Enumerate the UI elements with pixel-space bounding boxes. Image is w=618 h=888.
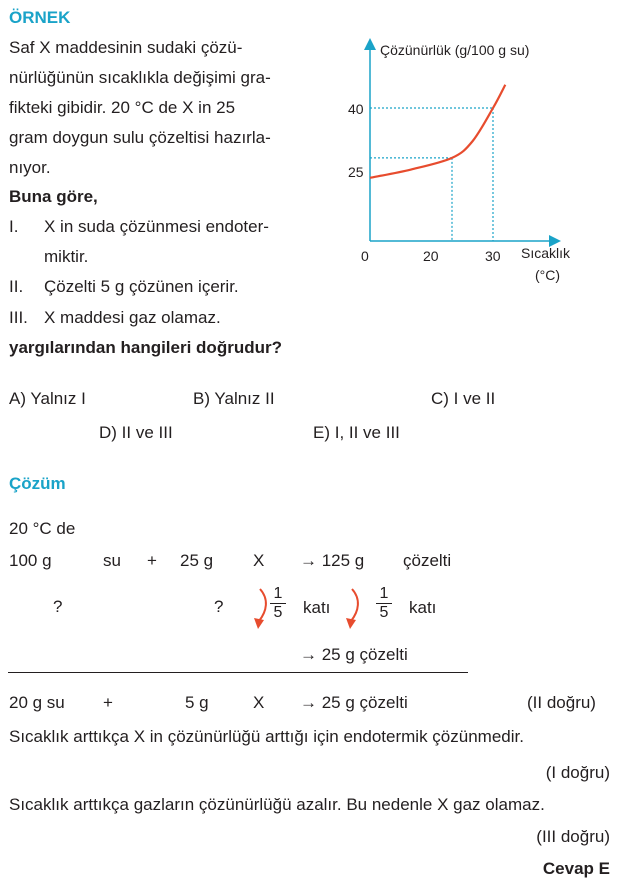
statement-1-cont: miktir. [44, 247, 89, 266]
choice-b[interactable]: B) Yalnız II [193, 389, 275, 408]
x-axis-label: Sıcaklık [521, 245, 571, 261]
eq3-plus: + [103, 693, 113, 712]
solution-condition: 20 °C de [9, 519, 76, 538]
question-prompt: yargılarından hangileri doğrudur? [9, 338, 282, 357]
tag-iii-correct: (III doğru) [536, 827, 610, 846]
question-line-4: gram doygun sulu çözeltisi hazırla- [9, 128, 271, 147]
unknown-x: ? [214, 597, 224, 616]
buna-gore: Buna göre, [9, 187, 98, 206]
eq3-result: → 25 g çözelti [300, 693, 408, 712]
question-line-2: nürlüğünün sıcaklıkla değişimi gra- [9, 68, 271, 87]
choice-a[interactable]: A) Yalnız I [9, 389, 86, 408]
y-axis-label: Çözünürlük (g/100 g su) [380, 42, 530, 58]
fraction-denominator: 5 [379, 604, 389, 621]
x-tick-30: 30 [485, 248, 501, 264]
fraction-1-5-left [268, 585, 288, 622]
choice-e[interactable]: E) I, II ve III [313, 423, 400, 442]
solubility-chart [345, 36, 615, 286]
arrow-left-icon [259, 589, 266, 621]
eq3-water: 20 g su [9, 693, 65, 712]
statement-3-text: X maddesi gaz olamaz. [44, 308, 221, 327]
fraction-1-5-right [374, 585, 394, 622]
eq1-mass-water: 100 g [9, 551, 52, 570]
tag-ii-correct: (II doğru) [527, 693, 596, 712]
statement-2-text: Çözelti 5 g çözünen içerir. [44, 277, 239, 296]
solution-title: Çözüm [9, 474, 66, 493]
solubility-curve [370, 85, 505, 178]
fraction-denominator: 5 [273, 604, 283, 621]
unknown-water: ? [53, 597, 63, 616]
eq3-mass-x: 5 g [185, 693, 209, 712]
statement-1-number: I. [9, 217, 19, 236]
y-tick-40: 40 [348, 101, 364, 117]
divider-line [8, 672, 468, 673]
eq2-result: → 25 g çözelti [300, 645, 408, 664]
statement-3-number: III. [9, 308, 28, 327]
question-line-5: nıyor. [9, 158, 51, 177]
x-tick-20: 20 [423, 248, 439, 264]
answer: Cevap E [542, 859, 610, 878]
question-line-1: Saf X maddesinin sudaki çözü- [9, 38, 243, 57]
eq1-mass-x: 25 g [180, 551, 214, 570]
explanation-line-2: Sıcaklık arttıkça gazların çözünürlüğü azalır. Bu nedenle X gaz olamaz. [9, 795, 545, 814]
eq1-total: → 125 g [300, 551, 365, 570]
choice-d[interactable]: D) II ve III [99, 423, 173, 442]
choice-c[interactable]: C) I ve II [431, 389, 496, 408]
x-axis-unit: (°C) [535, 267, 561, 283]
explanation-line-1: Sıcaklık arttıkça X in çözünürlüğü arttığı için endotermik çözünmedir. [9, 727, 524, 746]
eq1-water: su [103, 551, 121, 570]
fraction-numerator: 1 [379, 585, 389, 602]
eq1-plus: + [147, 551, 157, 570]
statement-2-number: II. [9, 277, 24, 296]
question-line-3: fikteki gibidir. 20 °C de X in 25 [9, 98, 236, 117]
x-tick-0: 0 [361, 248, 369, 264]
tag-i-correct: (I doğru) [545, 763, 610, 782]
statement-1-text: X in suda çözünmesi endoter- [44, 217, 269, 236]
eq3-x: X [253, 693, 265, 712]
fraction-numerator: 1 [273, 585, 283, 602]
kati-left: katı [303, 598, 331, 617]
example-title: ÖRNEK [9, 8, 71, 27]
eq1-solution: çözelti [403, 551, 452, 570]
eq1-x: X [253, 551, 265, 570]
y-tick-25: 25 [348, 164, 364, 180]
arrow-right-icon [351, 589, 358, 621]
kati-right: katı [409, 598, 437, 617]
